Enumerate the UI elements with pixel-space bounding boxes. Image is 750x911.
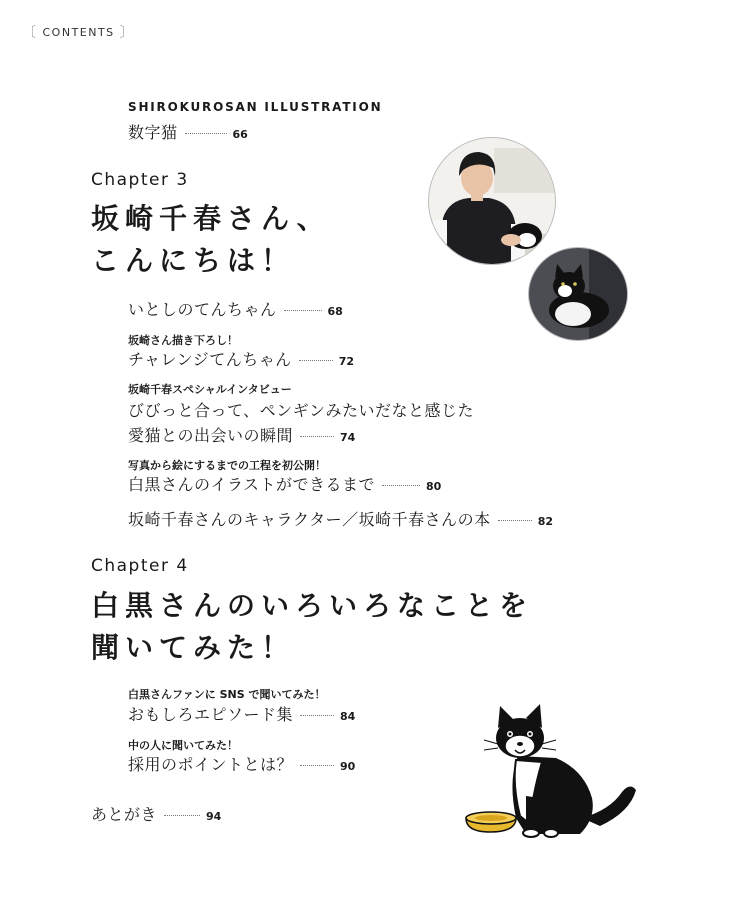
entry-title: おもしろエピソード集 (128, 705, 294, 724)
toc-entry[interactable] (128, 297, 343, 320)
heading-line: こんにちは！ (91, 244, 296, 277)
entry-subtitle: 中の人に聞いてみた！ (128, 739, 238, 752)
bracket-right: 〕 (119, 25, 136, 41)
entry-title: いとしのてんちゃん (128, 300, 277, 319)
leader-dots (300, 436, 334, 437)
page-number: 66 (232, 128, 248, 141)
toc-entry[interactable] (128, 702, 355, 725)
chapter-heading (91, 198, 331, 282)
page-number: 74 (340, 431, 356, 444)
chapter-number: Chapter 4 (91, 556, 189, 576)
entry-title: 坂崎千春さんのキャラクター／坂崎千春さんの本 (128, 510, 491, 529)
contents-label: CONTENTS (42, 25, 115, 39)
heading-line: 白黒さんのいろいろなことを (91, 589, 534, 622)
section-label: SHIROKUROSAN ILLUSTRATION (128, 100, 383, 114)
entry-title: チャレンジてんちゃん (128, 350, 292, 369)
page-number: 94 (206, 810, 222, 823)
entry-title: 白黒さんのイラストができるまで (128, 475, 376, 494)
toc-entry[interactable] (91, 802, 221, 825)
page-number: 90 (340, 760, 356, 773)
leader-dots (164, 815, 200, 816)
leader-dots (284, 310, 322, 311)
leader-dots (498, 520, 532, 521)
cat-illustration (460, 700, 640, 845)
toc-entry[interactable] (128, 423, 355, 446)
page-number: 80 (426, 480, 442, 493)
page-number: 72 (338, 355, 355, 368)
cat-photo-illustration (529, 248, 627, 340)
toc-entry[interactable] (128, 752, 355, 775)
leader-dots (382, 485, 420, 486)
chapter-heading (91, 585, 533, 669)
heading-line: 坂崎千春さん、 (91, 202, 331, 235)
toc-entry[interactable] (128, 120, 248, 143)
page-number: 82 (537, 515, 553, 528)
leader-dots (300, 765, 334, 766)
entry-title: 採用のポイントとは？ (128, 755, 294, 774)
entry-title: 愛猫との出会いの瞬間 (128, 426, 294, 445)
toc-entry[interactable] (128, 347, 354, 370)
entry-subtitle: 白黒さんファンに SNS で聞いてみた！ (128, 688, 326, 701)
leader-dots (299, 360, 333, 361)
cat-photo (528, 247, 628, 341)
portrait-illustration (429, 138, 555, 264)
portrait-photo (428, 137, 556, 265)
page-number: 84 (340, 710, 356, 723)
page-number: 68 (327, 305, 343, 318)
entry-title: あとがき (91, 805, 158, 824)
contents-header (22, 22, 135, 42)
entry-title-line[interactable]: びびっと合って、ペンギンみたいだなと感じた (128, 401, 475, 420)
toc-entry[interactable] (128, 507, 553, 530)
chapter-number: Chapter 3 (91, 170, 189, 190)
entry-subtitle: 坂崎さん描き下ろし！ (128, 334, 238, 347)
leader-dots (300, 715, 334, 716)
toc-entry[interactable] (128, 472, 441, 495)
entry-subtitle: 写真から絵にするまでの工程を初公開！ (128, 459, 326, 472)
entry-title: 数字猫 (128, 123, 178, 142)
leader-dots (185, 133, 227, 134)
bracket-left: 〔 (22, 25, 38, 41)
entry-subtitle: 坂崎千春スペシャルインタビュー (128, 383, 292, 396)
heading-line: 聞いてみた！ (91, 631, 296, 664)
